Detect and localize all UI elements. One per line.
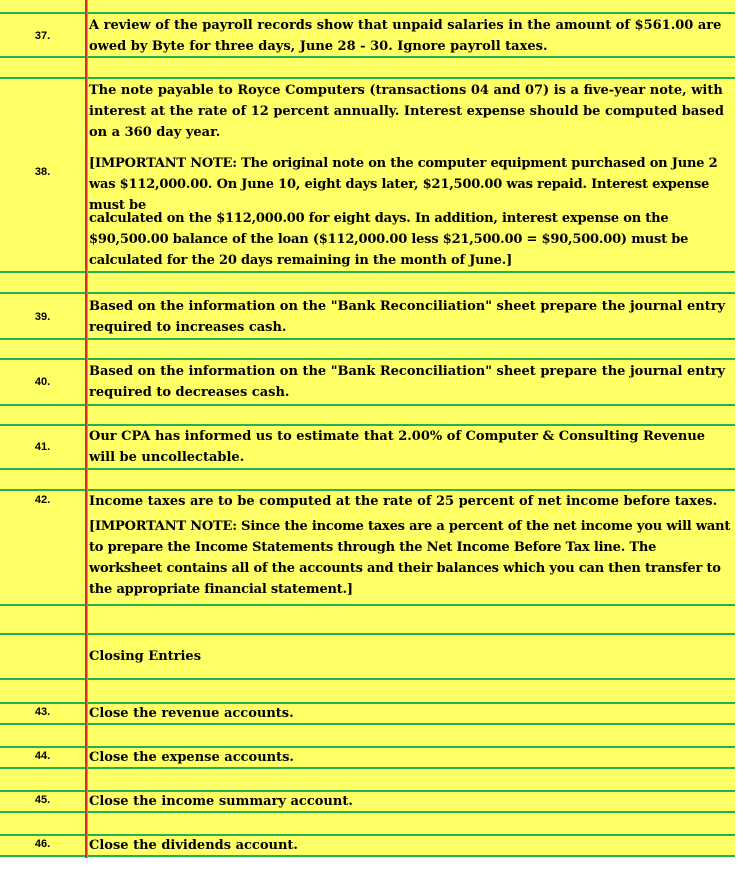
- section-heading[interactable]: Closing Entries: [89, 649, 202, 664]
- instruction-text[interactable]: Our CPA has informed us to estimate that 2.00% of Computer & Consulting Revenue will be uncollectable.: [89, 429, 706, 465]
- row-number: 43.: [34, 706, 51, 718]
- instruction-text[interactable]: Based on the information on the "Bank Reconciliation" sheet prepare the journal entry required to increases cash.: [89, 299, 726, 335]
- instruction-text[interactable]: Close the expense accounts.: [89, 750, 294, 765]
- instruction-text[interactable]: Close the income summary account.: [89, 794, 353, 809]
- row-divider: [0, 678, 735, 680]
- row-divider: [0, 338, 735, 340]
- instruction-note[interactable]: [IMPORTANT NOTE: Since the income taxes are a percent of the net income you will want to prepare the Income Statements through the Net Income Before Tax line. The worksheet contains all of the accounts and their balances which you can then transfer to the appropriate financial statement.]: [89, 519, 731, 597]
- row-divider: [0, 633, 735, 635]
- row-divider: [0, 271, 735, 273]
- row-number: 40.: [34, 376, 51, 388]
- column-divider: [87, 0, 88, 858]
- instruction-note[interactable]: [IMPORTANT NOTE: The original note on the computer equipment purchased on June 2 was $112,000.00. On June 10, eight days later, $21,500.00 was repaid. Interest expense must be: [89, 156, 718, 213]
- row-number: 44.: [34, 750, 51, 762]
- blank-margin-right: [735, 0, 756, 879]
- row-divider: [0, 358, 735, 360]
- row-divider: [0, 468, 735, 470]
- instruction-text[interactable]: Based on the information on the "Bank Reconciliation" sheet prepare the journal entry required to decreases cash.: [89, 364, 726, 400]
- instruction-text[interactable]: Income taxes are to be computed at the rate of 25 percent of net income before taxes.: [89, 494, 718, 509]
- row-number: 39.: [34, 311, 51, 323]
- row-number: 41.: [34, 441, 51, 453]
- instruction-text[interactable]: A review of the payroll records show that unpaid salaries in the amount of $561.00 are owed by Byte for three days, June 28 - 30. Ignore payroll taxes.: [89, 18, 722, 54]
- row-divider: [0, 604, 735, 606]
- instruction-text[interactable]: Close the dividends account.: [89, 838, 298, 853]
- row-divider: [0, 292, 735, 294]
- row-divider: [0, 404, 735, 406]
- row-number: 42.: [34, 494, 51, 506]
- row-number: 46.: [34, 838, 51, 850]
- row-divider: [0, 77, 735, 79]
- instruction-text[interactable]: Close the revenue accounts.: [89, 706, 294, 721]
- instruction-note-continued[interactable]: calculated on the $112,000.00 for eight days. In addition, interest expense on the $90,500.00 balance of the loan ($112,000.00 less $21,500.00 = $90,500.00) must be calculated for the 20 days remaining in the month of June.]: [89, 211, 689, 268]
- row-number: 38.: [34, 166, 51, 178]
- row-divider: [0, 12, 735, 14]
- instruction-text[interactable]: The note payable to Royce Computers (transactions 04 and 07) is a five-year note, with interest at the rate of 12 percent annually. Interest expense should be computed based on a 360 day year.: [89, 83, 724, 140]
- row-number: 45.: [34, 794, 51, 806]
- blank-margin-bottom: [0, 858, 756, 879]
- row-number: 37.: [34, 30, 51, 42]
